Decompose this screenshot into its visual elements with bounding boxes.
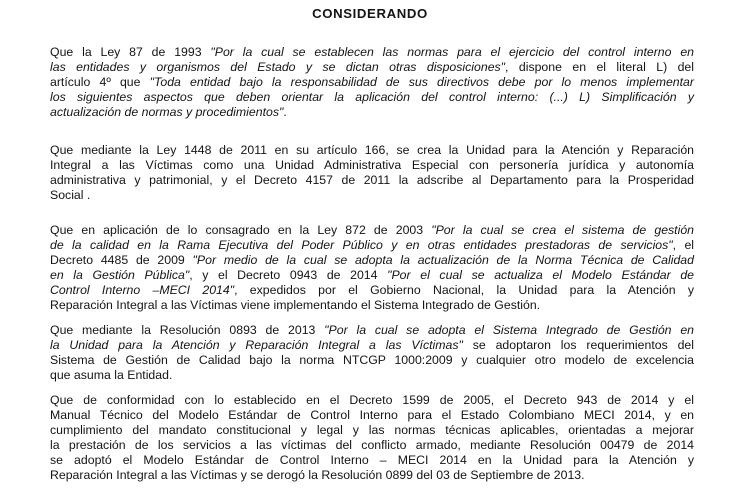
quoted-text: los siguientes aspectos que deben orientar la aplicación del control interno: (...) L) Simplificación y [50,90,694,104]
paragraph-line [50,353,694,368]
paragraph-line [50,105,694,120]
paragraph-line [50,253,694,268]
quoted-text: de la calidad en la Rama Ejecutiva del Poder Público y en otras entidades prestadoras de servicios" [50,238,673,252]
body-text: Social . [50,188,91,202]
paragraph-line [50,60,694,75]
paragraph-line [50,90,694,105]
body-text: la prestación de los servicios a las víctimas del conflicto armado, mediante Resolución 00479 de 2014 [50,438,694,452]
quoted-text: "Por la cual se establecen las normas para el ejercicio del control interno en [210,45,694,59]
paragraph-line [50,438,694,453]
body-text: Decreto 4485 de 2009 [50,253,193,267]
paragraph-line [50,223,694,238]
paragraph-line [50,238,694,253]
paragraph-line [50,188,694,203]
paragraph-line [50,368,694,383]
body-text: Reparación Integral a las Víctimas viene implementando el Sistema Integrado de Gestión. [50,298,541,312]
body-text: , dispone en el literal L) del [505,60,694,74]
paragraph-ley-87 [50,45,694,120]
body-text: Que la Ley 87 de 1993 [50,45,211,59]
quoted-text: "Por la cual se crea el sistema de gestión [431,223,695,237]
section-heading: CONSIDERANDO [312,6,428,21]
paragraph-line [50,143,694,158]
paragraph-ley-1448 [50,143,694,203]
paragraph-line [50,453,694,468]
paragraph-resolucion-0893 [50,323,694,383]
paragraph-line [50,468,694,483]
quoted-text: actualización de normas y procedimientos" [50,105,284,119]
body-text: , expedidos por el Gobierno Nacional, la Unidad para la Atención y [234,283,694,297]
quoted-text: "Por la cual se adopta el Sistema Integrado de Gestión en [324,323,694,337]
paragraph-line [50,393,694,408]
body-text: Integral a las Víctimas como una Unidad Administrativa Especial con personería jurídica y autonomía [50,158,694,172]
paragraph-line [50,45,694,60]
body-text: , el [672,238,695,252]
body-text: Sistema de Gestión de Calidad bajo la norma NTCGP 1000:2009 y cualquier otro modelo de excelencia [50,353,694,367]
body-text: Manual Técnico del Modelo Estándar de Control Interno para el Estado Colombiano MECI 2014, y en [50,408,694,422]
paragraph-line [50,323,694,338]
paragraph-line [50,423,694,438]
body-text: cumplimiento del mandato constitucional y legal y las normas técnicas aplicables, orientadas a mejorar [50,423,694,437]
paragraph-line [50,298,694,313]
body-text: Que mediante la Resolución 0893 de 2013 [50,323,325,337]
paragraph-ley-872 [50,223,694,313]
body-text: , y el Decreto 0943 de 2014 [189,268,388,282]
paragraph-line [50,75,694,90]
quoted-text: las entidades y organismos del Estado y se dictan otras disposiciones" [50,60,506,74]
paragraph-line [50,408,694,423]
quoted-text: Control Interno –MECI 2014" [50,283,235,297]
quoted-text: "Por medio de la cual se adopta la actualización de la Norma Técnica de Calidad [192,253,694,267]
paragraph-line [50,173,694,188]
body-text: se adoptaron los requerimientos del [462,338,694,352]
body-text: se adoptó el Modelo Estándar de Control Interno – MECI 2014 en la Unidad para la Atención y [50,453,694,467]
paragraph-line [50,283,694,298]
body-text: Que mediante la Ley 1448 de 2011 en su artículo 166, se crea la Unidad para la Atención y Reparación [50,143,694,157]
body-text: Que de conformidad con lo establecido en el Decreto 1599 de 2005, el Decreto 943 de 2014 y el [50,393,694,407]
body-text: que asuma la Entidad. [50,368,173,382]
body-text: . [283,105,287,119]
paragraph-line [50,158,694,173]
body-text: administrativa y patrimonial, y el Decreto 4157 de 2011 la adscribe al Departamento para la Prosperidad [50,173,694,187]
quoted-text: la Unidad para la Atención y Reparación Integral a las Víctimas" [50,338,463,352]
paragraph-line [50,268,694,283]
paragraph-decreto-1599 [50,393,694,483]
body-text: Reparación Integral a las Víctimas y se derogó la Resolución 0899 del 03 de Septiembre de 2013. [50,468,585,482]
paragraph-line [50,338,694,353]
body-text: Que en aplicación de lo consagrado en la Ley 872 de 2003 [50,223,432,237]
quoted-text: en la Gestión Pública" [50,268,190,282]
quoted-text: "Toda entidad bajo la responsabilidad de sus directivos debe por lo menos implementar [149,75,694,89]
body-text: artículo 4º que [50,75,150,89]
quoted-text: "Por el cual se actualiza el Modelo Estándar de [387,268,695,282]
